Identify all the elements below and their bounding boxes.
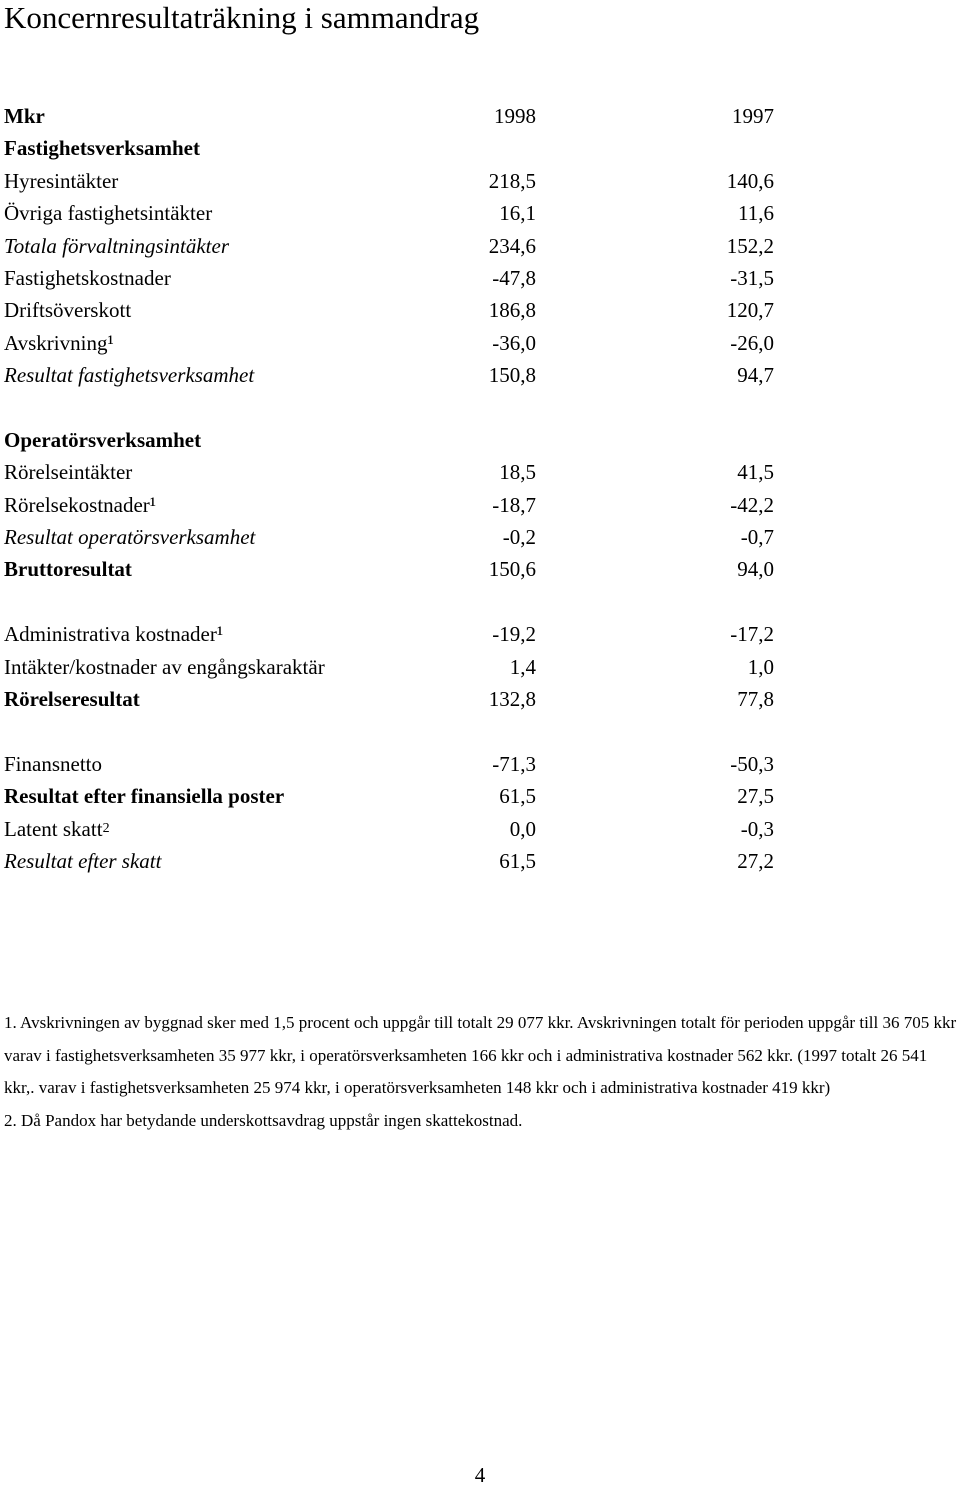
table-row xyxy=(4,294,804,326)
row-value-1997: 27,2 xyxy=(737,848,774,873)
row-label: Hyresintäkter xyxy=(4,168,119,193)
row-label: Rörelsekostnader¹ xyxy=(4,492,157,517)
row-value-1998: 150,6 xyxy=(488,557,536,582)
header-year-1997: 1997 xyxy=(732,104,774,128)
row-value-1997: 1,0 xyxy=(747,654,774,679)
row-label: Totala förvaltningsintäkter xyxy=(4,233,229,258)
row-value-1997: -0,7 xyxy=(740,525,774,550)
row-value-1998: 16,1 xyxy=(499,201,536,226)
page-number: 4 xyxy=(474,1463,486,1487)
table-row xyxy=(4,197,804,229)
total-row xyxy=(4,683,804,715)
table-row xyxy=(4,165,804,197)
subtotal-row xyxy=(4,521,804,553)
row-label: Intäkter/kostnader av engångskaraktär xyxy=(4,654,325,679)
row-label: Administrativa kostnader¹ xyxy=(4,622,224,647)
row-label-text: Latent skatt xyxy=(4,816,103,841)
row-value-1998: -0,2 xyxy=(502,525,536,550)
row-value-1998: 61,5 xyxy=(499,784,536,809)
row-value-1998: -71,3 xyxy=(492,751,536,776)
row-value-1998: -47,8 xyxy=(492,265,536,290)
row-label: Resultat fastighetsverksamhet xyxy=(4,363,255,388)
header-year-1998: 1998 xyxy=(494,104,536,128)
row-value-1997: -0,3 xyxy=(740,816,774,841)
row-label: Rörelseintäkter xyxy=(4,460,133,485)
footnotes xyxy=(4,1007,960,1137)
row-value-1998: 132,8 xyxy=(488,687,536,712)
table-row xyxy=(4,262,804,294)
row-label: Övriga fastighetsintäkter xyxy=(4,201,213,226)
row-label xyxy=(4,813,110,845)
row-value-1998: 61,5 xyxy=(499,848,536,873)
row-value-1997: 140,6 xyxy=(726,168,774,193)
footnote-marker: 2 xyxy=(102,820,110,836)
header-unit-label: Mkr xyxy=(4,104,45,128)
row-value-1998: 218,5 xyxy=(488,168,536,193)
row-value-1997: -50,3 xyxy=(730,751,774,776)
total-row xyxy=(4,553,804,585)
table-row xyxy=(4,618,804,650)
row-value-1998: 1,4 xyxy=(509,654,536,679)
row-label: Fastighetsverksamhet xyxy=(4,136,200,161)
row-value-1997: 11,6 xyxy=(738,201,774,226)
table-row xyxy=(4,813,804,845)
row-label: Bruttoresultat xyxy=(4,557,132,582)
table-header-row xyxy=(4,100,804,132)
table-row xyxy=(4,651,804,683)
row-label: Fastighetskostnader xyxy=(4,265,171,290)
section-heading xyxy=(4,132,804,164)
spacer xyxy=(4,392,804,424)
row-value-1997: -31,5 xyxy=(730,265,774,290)
footnote-2: 2. Då Pandox har betydande underskottsavdrag uppstår ingen skattekostnad. xyxy=(4,1110,523,1130)
row-value-1998: 150,8 xyxy=(488,363,536,388)
row-value-1997: 120,7 xyxy=(726,298,774,323)
section-heading xyxy=(4,424,804,456)
subtotal-row xyxy=(4,845,804,877)
subtotal-row xyxy=(4,359,804,391)
row-value-1997: 152,2 xyxy=(726,233,774,258)
row-value-1997: -42,2 xyxy=(730,492,774,517)
page-title: Koncernresultaträkning i sammandrag xyxy=(4,0,480,35)
row-value-1997: -26,0 xyxy=(730,330,774,355)
row-value-1998: 18,5 xyxy=(499,460,536,485)
table-row xyxy=(4,327,804,359)
subtotal-row xyxy=(4,230,804,262)
row-value-1998: -18,7 xyxy=(492,492,536,517)
row-label: Driftsöverskott xyxy=(4,298,132,323)
spacer xyxy=(4,586,804,618)
row-value-1997: 77,8 xyxy=(737,687,774,712)
table-row xyxy=(4,748,804,780)
spacer xyxy=(4,715,804,747)
row-label: Operatörsverksamhet xyxy=(4,427,202,452)
row-label: Rörelseresultat xyxy=(4,687,140,712)
row-value-1998: 0,0 xyxy=(509,816,536,841)
row-label: Finansnetto xyxy=(4,751,102,776)
row-value-1997: -17,2 xyxy=(730,622,774,647)
row-value-1998: 234,6 xyxy=(488,233,536,258)
row-value-1998: -19,2 xyxy=(492,622,536,647)
row-value-1997: 27,5 xyxy=(737,784,774,809)
income-statement-table xyxy=(4,100,804,877)
row-value-1997: 94,7 xyxy=(737,363,774,388)
row-value-1997: 94,0 xyxy=(737,557,774,582)
row-label: Resultat operatörsverksamhet xyxy=(4,525,256,550)
row-value-1998: -36,0 xyxy=(492,330,536,355)
row-label: Resultat efter finansiella poster xyxy=(4,784,285,809)
row-value-1997: 41,5 xyxy=(737,460,774,485)
row-label: Avskrivning¹ xyxy=(4,330,114,355)
table-row xyxy=(4,456,804,488)
row-value-1998: 186,8 xyxy=(488,298,536,323)
table-row xyxy=(4,489,804,521)
footnote-1: 1. Avskrivningen av byggnad sker med 1,5 procent och uppgår till totalt 29 077 kkr. Avskrivningen totalt för perioden uppgår till 36 705 kkr varav i fastighetsverksamheten 35 977 kkr, i operatörsverksamheten 166 kkr och i administrativa kostnader 562 kkr. (1997 totalt 26 541 kkr,. varav i fastighetsverksamheten 25 974 kkr, i operatörsverksamheten 148 kkr och i administrativa kostnader 419 kkr) xyxy=(4,1013,957,1097)
row-label: Resultat efter skatt xyxy=(4,848,162,873)
total-row xyxy=(4,780,804,812)
